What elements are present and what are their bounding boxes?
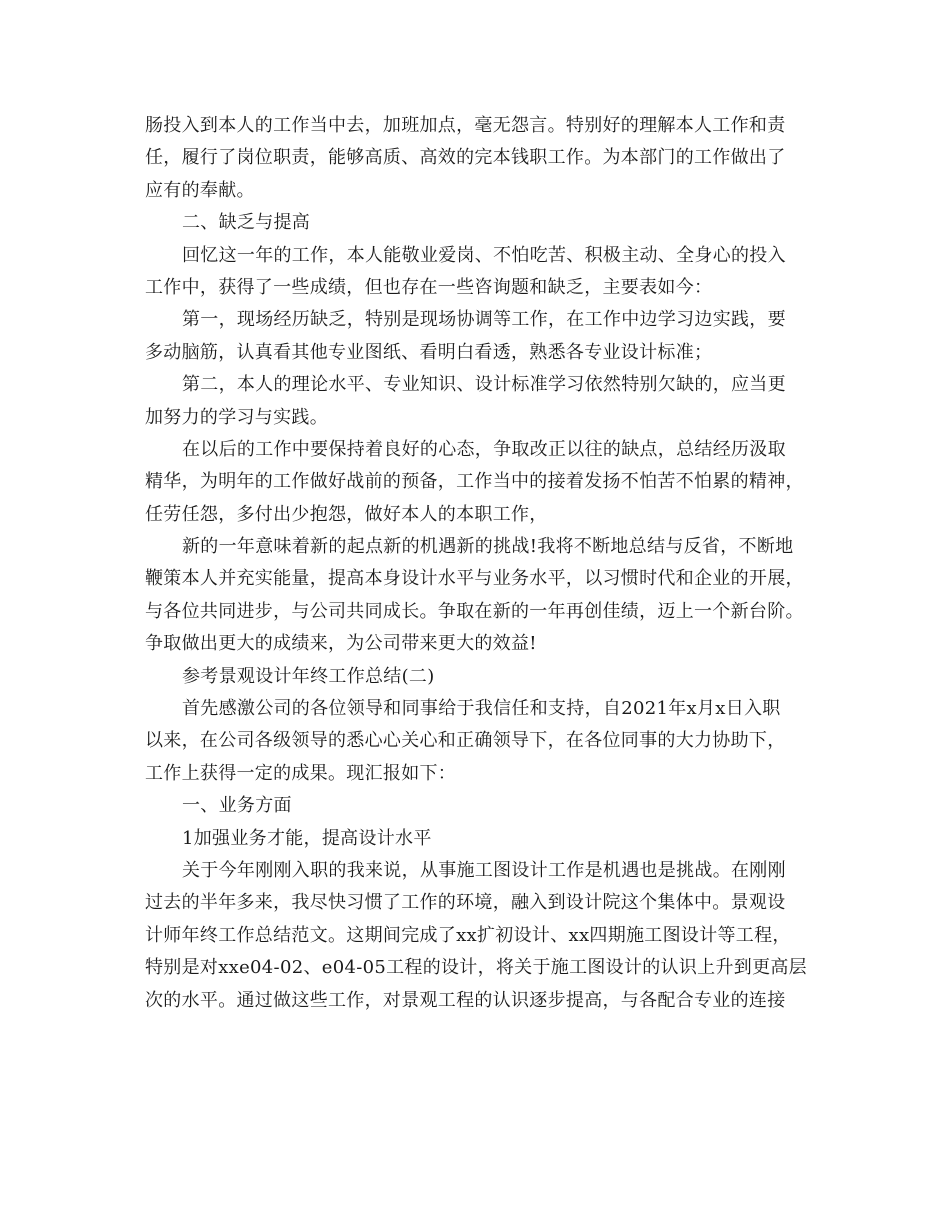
text-line: 次的水平。通过做这些工作，对景观工程的认识逐步提高，与各配合专业的连接: [145, 989, 786, 1011]
text-line: 特别是对xxe04-02、e04-05工程的设计，将关于施工图设计的认识上升到更高层: [145, 957, 807, 979]
text-line: 鞭策本人并充实能量，提高本身设计水平与业务水平，以习惯时代和企业的开展，: [145, 568, 804, 590]
text-line: 多动脑筋，认真看其他专业图纸、看明白看透，熟悉各专业设计标准；: [145, 341, 713, 363]
text-line: 首先感激公司的各位领导和同事给于我信任和支持，自2021年x月x日入职: [182, 698, 781, 720]
text-line: 计师年终工作总结范文。这期间完成了xx扩初设计、xx四期施工图设计等工程，: [145, 924, 791, 946]
text-line: 任劳任怨，多付出少抱怨，做好本人的本职工作，: [145, 503, 548, 525]
text-line: 关于今年刚刚入职的我来说，从事施工图设计工作是机遇也是挑战。在刚刚: [182, 859, 786, 881]
text-line: 新的一年意味着新的起点新的机遇新的挑战!我将不断地总结与反省，不断地: [182, 536, 794, 558]
text-line: 第一，现场经历缺乏，特别是现场协调等工作，在工作中边学习边实践，要: [182, 309, 786, 331]
text-line: 回忆这一年的工作，本人能敬业爱岗、不怕吃苦、积极主动、全身心的投入: [182, 244, 786, 266]
text-line: 肠投入到本人的工作当中去，加班加点，毫无怨言。特别好的理解本人工作和责: [145, 115, 786, 136]
text-line: 精华，为明年的工作做好战前的预备，工作当中的接着发扬不怕苦不怕累的精神，: [145, 471, 804, 493]
text-line: 工作中，获得了一些成绩，但也存在一些咨询题和缺乏，主要表如今：: [145, 276, 713, 298]
text-line: 应有的奉献。: [145, 179, 255, 201]
text-line: 第二，本人的理论水平、专业知识、设计标准学习依然特别欠缺的，应当更: [182, 374, 786, 396]
section-heading: 二、缺乏与提高: [182, 212, 311, 234]
text-line: 任，履行了岗位职责，能够高质、高效的完本钱职工作。为本部门的工作做出了: [145, 147, 786, 169]
document-body: [145, 110, 815, 1017]
section-heading: 一、业务方面: [182, 795, 292, 817]
text-line: 以来，在公司各级领导的悉心心关心和正确领导下，在各位同事的大力协助下，: [145, 730, 786, 752]
subsection-heading: 1加强业务才能，提高设计水平: [182, 827, 432, 849]
text-line: 工作上获得一定的成果。现汇报如下：: [145, 762, 457, 784]
text-line: 争取做出更大的成绩来，为公司带来更大的效益!: [145, 633, 537, 655]
text-line: 在以后的工作中要保持着良好的心态，争取改正以往的缺点，总结经历汲取: [182, 438, 786, 460]
text-line: 加努力的学习与实践。: [145, 406, 328, 428]
text-line: 过去的半年多来，我尽快习惯了工作的环境，融入到设计院这个集体中。景观设: [145, 892, 786, 914]
document-title: 参考景观设计年终工作总结(二): [182, 665, 435, 687]
text-line: 与各位共同进步，与公司共同成长。争取在新的一年再创佳绩，迈上一个新台阶。: [145, 600, 804, 622]
